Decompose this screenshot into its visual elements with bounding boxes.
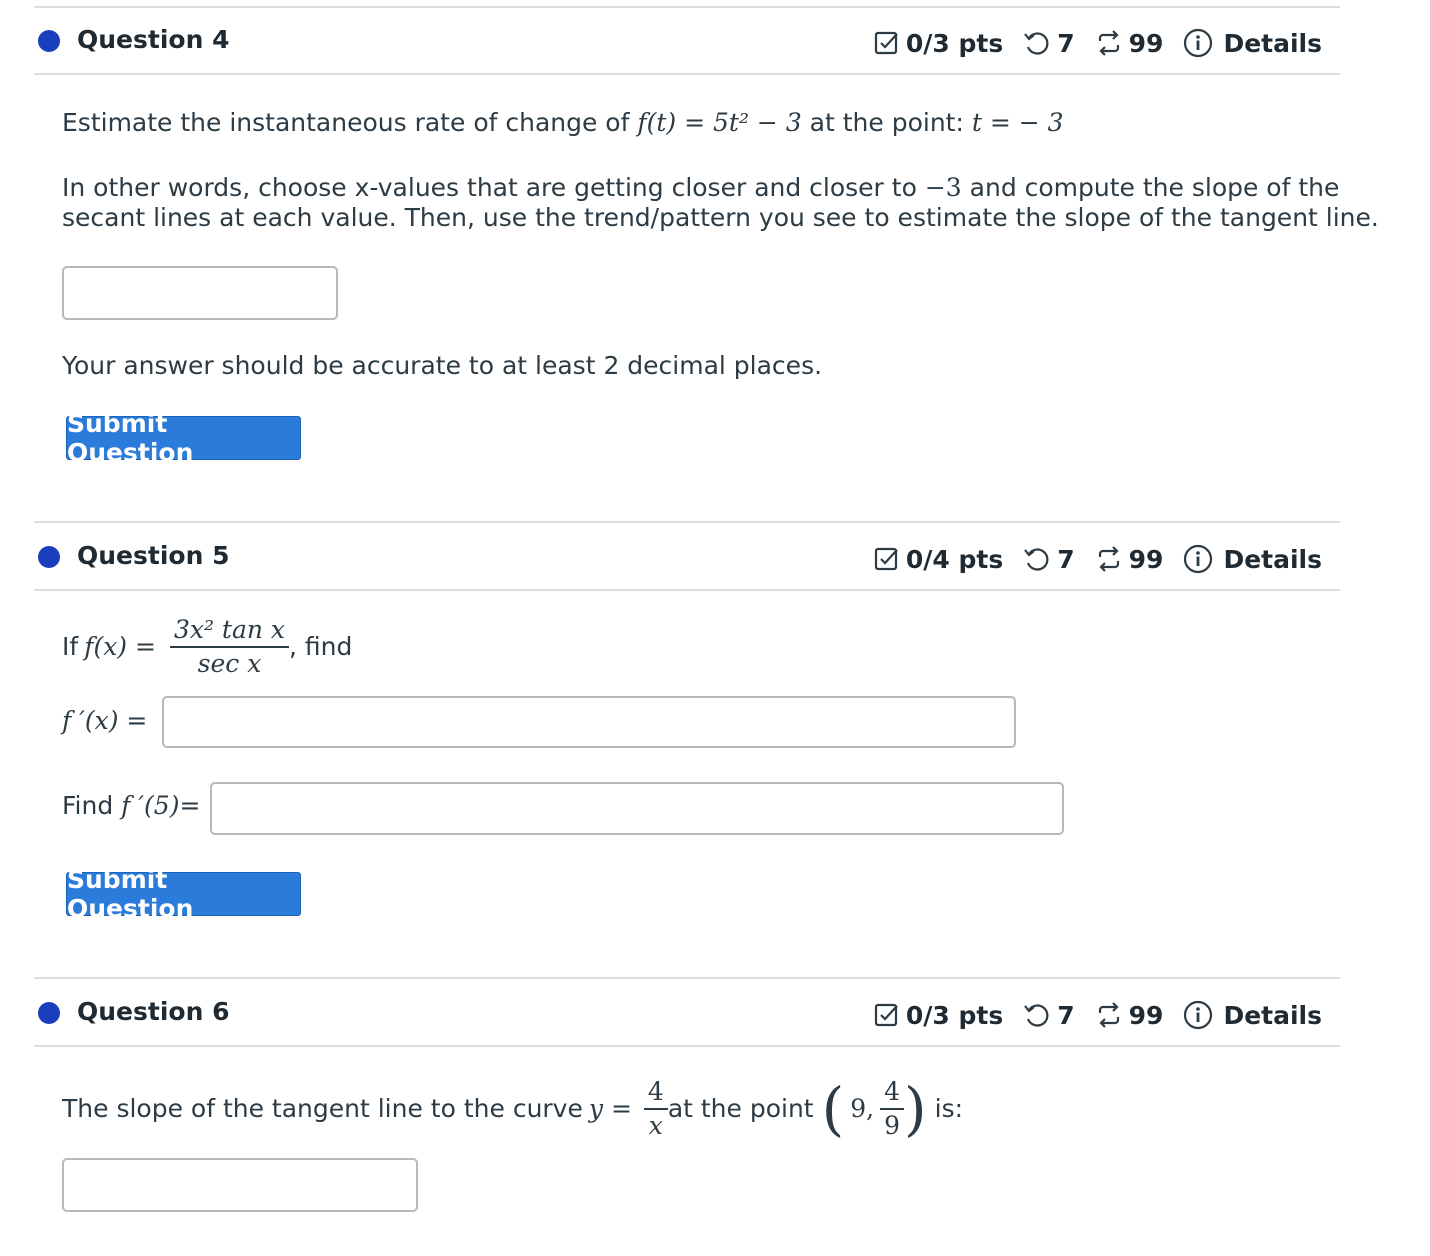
q6-meta [874,1000,1322,1030]
q5-submit-button[interactable]: Submit Question [66,872,301,916]
q6-point-numerator: 4 [880,1078,904,1110]
q6-top-divider [34,977,1340,979]
retry-cycle-icon [1095,546,1123,572]
q6-point-x: 9, [850,1094,875,1123]
info-icon[interactable] [1183,28,1213,58]
q4-instruction-line2: secant lines at each value. Then, use the trend/pattern you see to estimate the slope of the tangent line. [62,203,1379,232]
q5-status-dot [38,546,60,568]
q4-prompt-point: t = − 3 [971,108,1064,137]
q6-remaining: 99 [1128,1000,1164,1030]
q5-derivative-label [62,706,147,735]
q5-header [34,524,1340,590]
q4-prompt [62,108,1064,137]
undo-attempts-icon [1023,1002,1051,1028]
q5-find-equals: = [179,791,201,820]
q6-prompt-suffix: is: [934,1094,964,1123]
q4-header [34,8,1340,74]
q4-prompt-prefix: Estimate the instantaneous rate of change of [62,108,638,137]
info-icon[interactable] [1183,544,1213,574]
q6-tries: 7 [1057,1000,1075,1030]
q4-title: Question 4 [77,25,230,54]
q5-fraction [170,616,289,677]
q4-remaining: 99 [1128,28,1164,58]
q5-remaining: 99 [1128,544,1164,574]
q5-find-label: , find [289,632,353,661]
retry-cycle-icon [1095,30,1123,56]
q4-instruction-text-b: and compute the slope of the [961,173,1340,202]
q5-function-definition [62,616,352,677]
q4-meta [874,28,1322,58]
q6-fraction-denominator: x [648,1110,663,1140]
q4-submit-button[interactable]: Submit Question [66,416,301,460]
q6-prompt-prefix: The slope of the tangent line to the curve [62,1094,583,1123]
q4-status-dot [38,30,60,52]
q6-prompt [62,1074,964,1143]
q6-y-equals: y = [588,1094,632,1123]
checkbox-score-icon [874,546,900,572]
q5-find-prefix: Find [62,791,122,820]
q6-title: Question 6 [77,997,230,1026]
q5-fraction-numerator: 3x² tan x [170,616,289,648]
q4-tries: 7 [1057,28,1075,58]
q4-prompt-function: f(t) = 5t² − 3 [637,108,802,137]
q6-points: 0/3 pts [905,1000,1004,1030]
q5-title: Question 5 [77,541,230,570]
q5-top-divider [34,521,1340,523]
q5-if-label: If [62,632,79,661]
q5-equals: = [118,706,148,735]
q6-point-denominator: 9 [884,1110,901,1140]
q4-prompt-mid: at the point: [801,108,972,137]
q4-details-link[interactable]: Details [1223,28,1322,58]
undo-attempts-icon [1023,546,1051,572]
q6-fraction [644,1078,668,1139]
q6-status-dot [38,1002,60,1024]
q5-find-expression: f ′(5) [121,791,180,820]
q6-right-paren: ) [904,1074,927,1143]
q4-instruction-line1 [62,173,1339,202]
q6-left-paren: ( [821,1074,845,1143]
q5-derivative-input[interactable] [162,696,1016,748]
q6-point-fraction [880,1078,904,1139]
q4-instruction-text-a: In other words, choose x-values that are getting closer and closer to [62,173,925,202]
q5-find-value-label [62,791,200,820]
q4-instruction-value: −3 [924,173,962,202]
q6-header [34,980,1340,1046]
q5-fprime-symbol: f ′(x) [62,706,119,735]
q5-function-lhs: f(x) = [84,632,156,661]
q5-meta [874,544,1322,574]
q5-value-input[interactable] [210,782,1064,835]
retry-cycle-icon [1095,1002,1123,1028]
q6-answer-input[interactable] [62,1158,418,1212]
q5-header-divider [34,589,1340,591]
q5-details-link[interactable]: Details [1223,544,1322,574]
q6-fraction-numerator: 4 [644,1078,668,1110]
q4-accuracy-note: Your answer should be accurate to at least 2 decimal places. [62,351,823,380]
q4-answer-input[interactable] [62,266,338,320]
checkbox-score-icon [874,30,900,56]
q6-details-link[interactable]: Details [1223,1000,1322,1030]
checkbox-score-icon [874,1002,900,1028]
q5-tries: 7 [1057,544,1075,574]
undo-attempts-icon [1023,30,1051,56]
q6-prompt-mid: at the point [667,1094,814,1123]
q4-header-divider [34,73,1340,75]
q5-fraction-denominator: sec x [197,648,262,678]
q5-points: 0/4 pts [905,544,1004,574]
q4-points: 0/3 pts [905,28,1004,58]
info-icon[interactable] [1183,1000,1213,1030]
q6-header-divider [34,1045,1340,1047]
